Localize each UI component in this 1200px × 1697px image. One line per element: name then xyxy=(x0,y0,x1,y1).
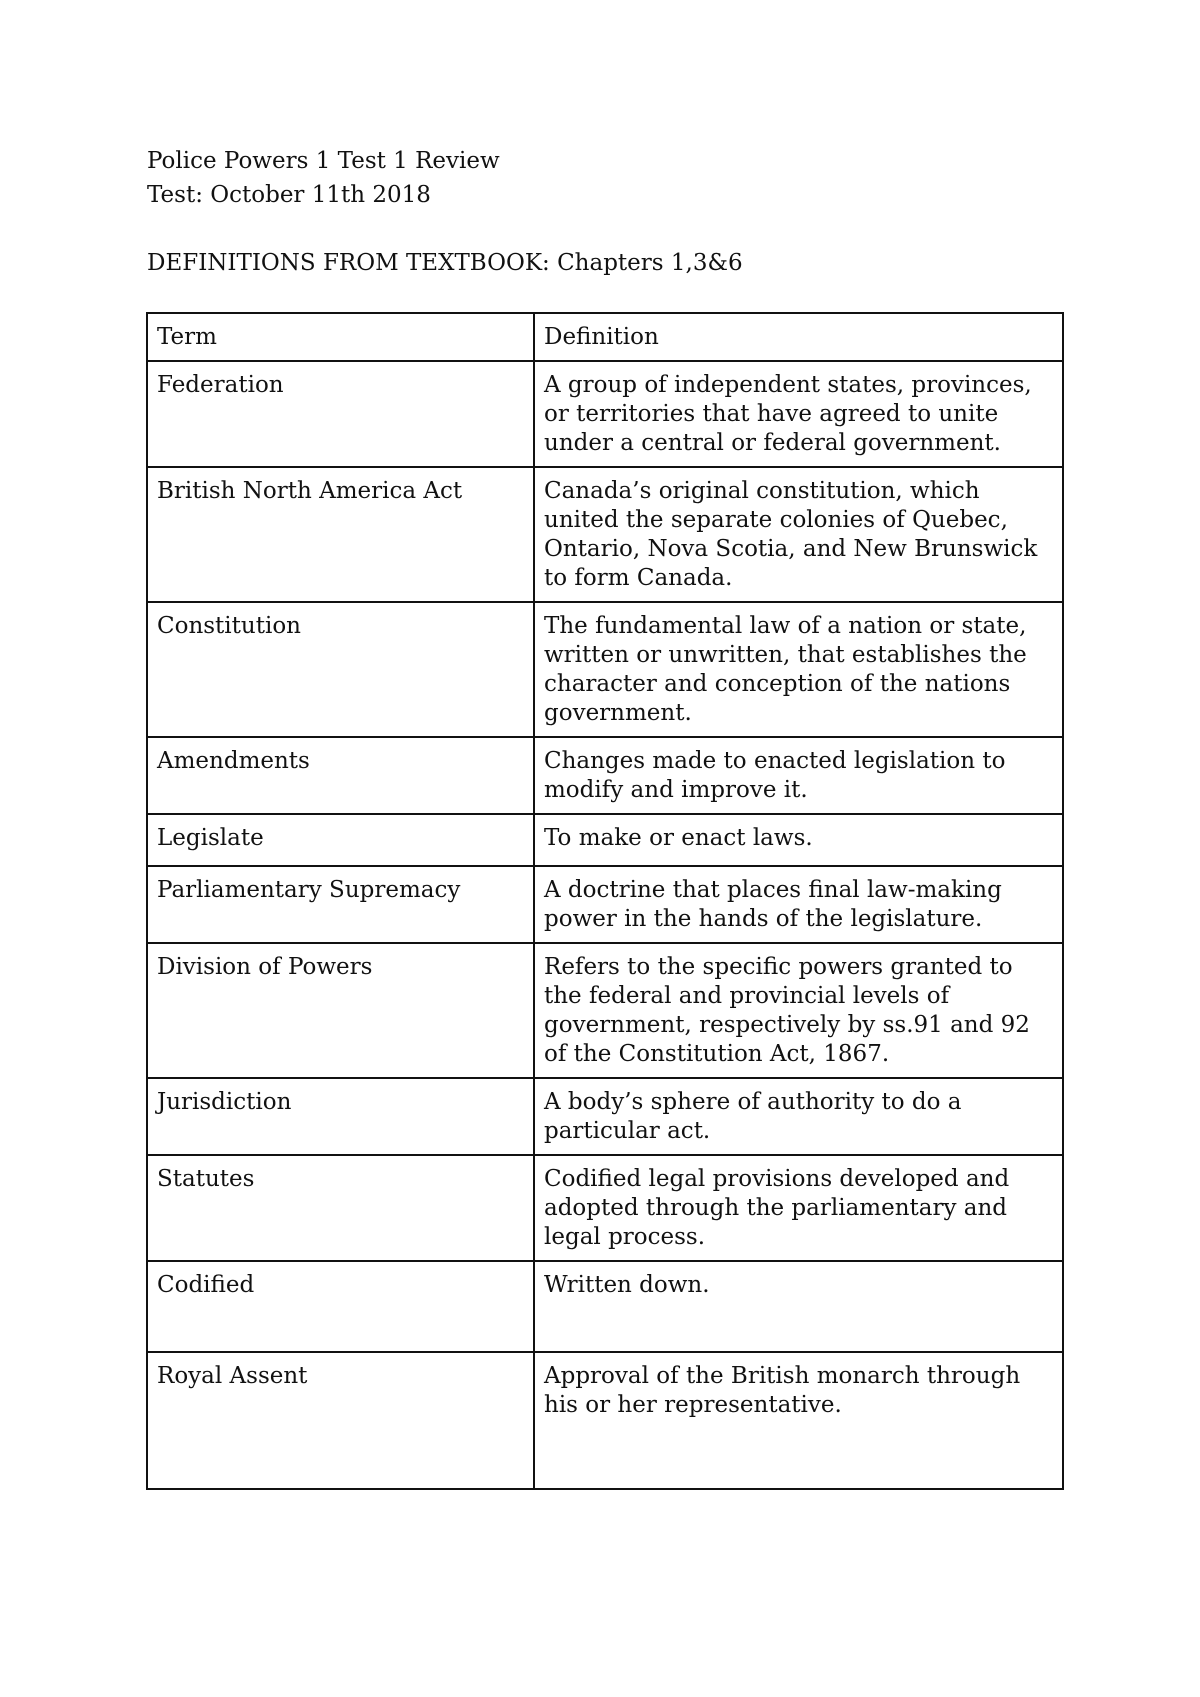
definition-cell: Written down. xyxy=(534,1261,1063,1352)
definition-cell: The fundamental law of a nation or state, written or unwritten, that establishes the character and conception of the nations government. xyxy=(534,602,1063,737)
table-row xyxy=(147,737,1063,814)
term-cell: Amendments xyxy=(147,737,534,814)
table-header-row xyxy=(147,313,1063,361)
term-cell: Division of Powers xyxy=(147,943,534,1078)
term-cell: Jurisdiction xyxy=(147,1078,534,1155)
table-row xyxy=(147,866,1063,943)
term-cell: Legislate xyxy=(147,814,534,866)
table-row xyxy=(147,1078,1063,1155)
spacer xyxy=(147,212,1067,246)
term-cell: Royal Assent xyxy=(147,1352,534,1489)
term-cell: Constitution xyxy=(147,602,534,737)
table-row xyxy=(147,467,1063,602)
definition-cell: A body’s sphere of authority to do a particular act. xyxy=(534,1078,1063,1155)
section-heading: DEFINITIONS FROM TEXTBOOK: Chapters 1,3&6 xyxy=(147,250,743,276)
term-cell: Statutes xyxy=(147,1155,534,1261)
definition-cell: A doctrine that places final law-making power in the hands of the legislature. xyxy=(534,866,1063,943)
definitions-table xyxy=(146,312,1064,1490)
table-row xyxy=(147,361,1063,467)
table-row xyxy=(147,1155,1063,1261)
term-cell: British North America Act xyxy=(147,467,534,602)
document-title: Police Powers 1 Test 1 Review xyxy=(147,148,500,174)
table-row xyxy=(147,1261,1063,1352)
test-date: Test: October 11th 2018 xyxy=(147,182,431,208)
term-cell: Parliamentary Supremacy xyxy=(147,866,534,943)
term-cell: Federation xyxy=(147,361,534,467)
column-header-term: Term xyxy=(147,313,534,361)
definition-cell: Refers to the specific powers granted to the federal and provincial levels of government, respectively by ss.91 and 92 of the Constitution Act, 1867. xyxy=(534,943,1063,1078)
definition-cell: Changes made to enacted legislation to modify and improve it. xyxy=(534,737,1063,814)
definition-cell: Approval of the British monarch through his or her representative. xyxy=(534,1352,1063,1489)
definition-cell: A group of independent states, provinces, or territories that have agreed to unite under a central or federal government. xyxy=(534,361,1063,467)
table-row xyxy=(147,943,1063,1078)
term-cell: Codified xyxy=(147,1261,534,1352)
column-header-definition: Definition xyxy=(534,313,1063,361)
document-header xyxy=(147,144,1067,280)
definition-cell: Codified legal provisions developed and adopted through the parliamentary and legal process. xyxy=(534,1155,1063,1261)
definition-cell: Canada’s original constitution, which united the separate colonies of Quebec, Ontario, Nova Scotia, and New Brunswick to form Canada. xyxy=(534,467,1063,602)
definition-cell: To make or enact laws. xyxy=(534,814,1063,866)
table-row xyxy=(147,1352,1063,1489)
table-row xyxy=(147,602,1063,737)
table-row xyxy=(147,814,1063,866)
